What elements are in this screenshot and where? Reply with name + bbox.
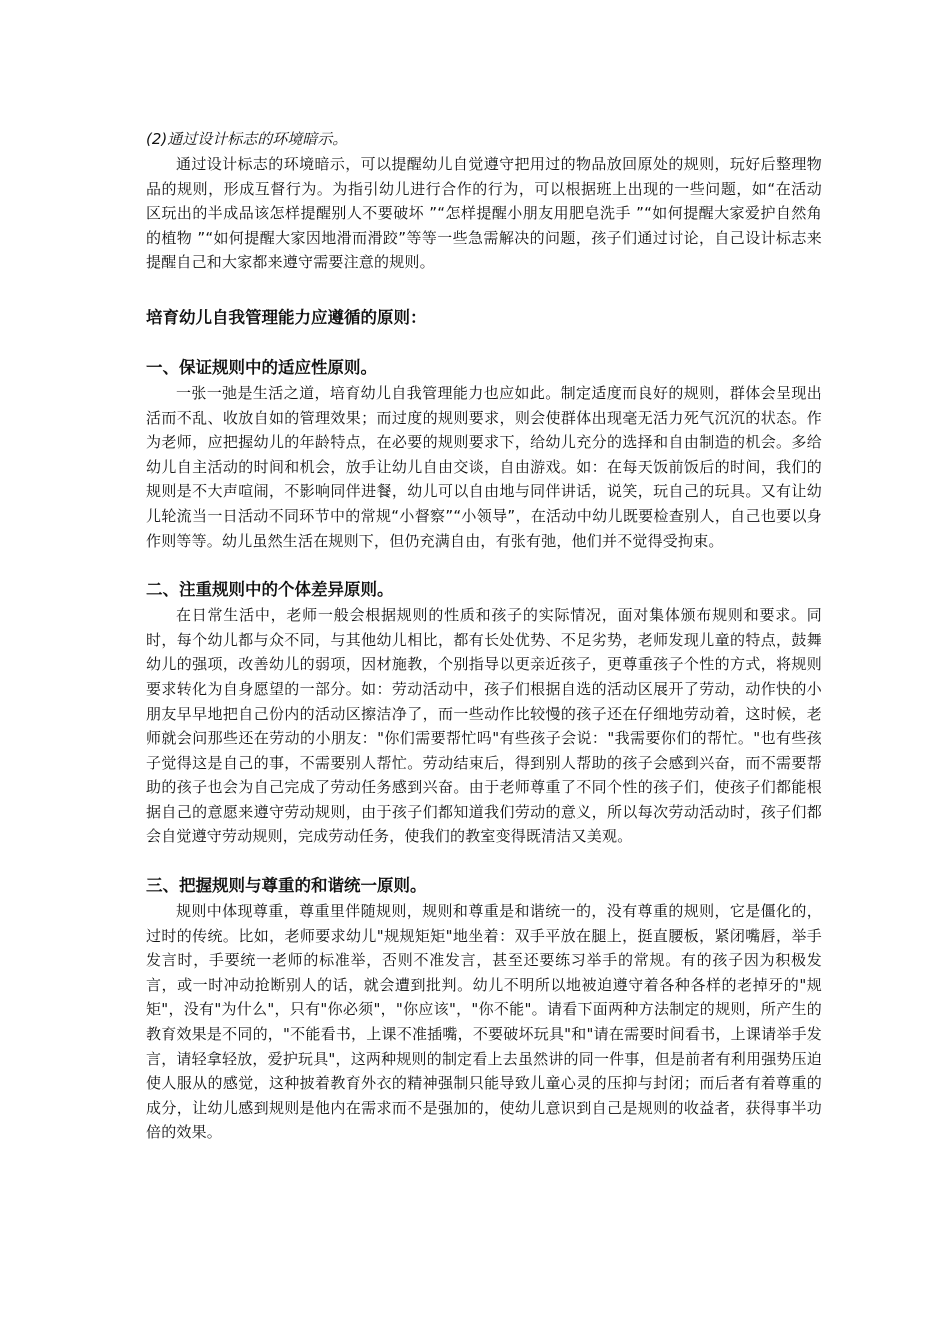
document-page <box>146 120 822 1145</box>
section-title: 二、注重规则中的个体差异原则。 <box>146 580 394 600</box>
section-body: 在日常生活中，老师一般会根据规则的性质和孩子的实际情况，面对集体颁布规则和要求。同时，每个幼儿都与众不同，与其他幼儿相比，都有长处优势、不足劣势，老师发现儿童的特点，鼓舞幼儿的强项，改善幼儿的弱项，因材施教，个别指导以更亲近孩子，更尊重孩子个性的方式，将规则要求转化为自身愿望的一部分。如：劳动活动中，孩子们根据自选的活动区展开了劳动，动作快的小朋友早早地把自己份内的活动区擦洁净了，而一些动作比较慢的孩子还在仔细地劳动着，这时候，老师就会问那些还在劳动的小朋友："你们需要帮忙吗"有些孩子会说："我需要你们的帮忙。"也有些孩子觉得这是自己的事，不需要别人帮忙。劳动结束后，得到别人帮助的孩子会感到兴奋，而不需要帮助的孩子也会为自己完成了劳动任务感到兴奋。由于老师尊重了不同个性的孩子们，使孩子们都能根据自己的意愿来遵守劳动规则，由于孩子们都知道我们劳动的意义，所以每次劳动活动时，孩子们都会自觉遵守劳动规则，完成劳动任务，使我们的教室变得既清洁又美观。 <box>146 606 822 846</box>
section-body: 规则中体现尊重，尊重里伴随规则，规则和尊重是和谐统一的，没有尊重的规则，它是僵化的，过时的传统。比如，老师要求幼儿"规规矩矩"地坐着：双手平放在腿上，挺直腰板，紧闭嘴唇，举手发言时，手要统一老师的标准举，否则不准发言，甚至还要练习举手的常规。有的孩子因为积极发言，或一时冲动抢断别人的话，就会遭到批判。幼儿不明所以地被迫遵守着各种各样的老掉牙的"规矩"，没有"为什么"，只有"你必须"，"你应该"，"你不能"。请看下面两种方法制定的规则，所产生的教育效果是不同的，"不能看书，上课不准插嘴，不要破坏玩具"和"请在需要时间看书，上课请举手发言，请轻拿轻放，爱护玩具"，这两种规则的制定看上去虽然讲的同一件事，但是前者有利用强势压迫使人服从的感觉，这种披着教育外衣的精神强制只能导致儿童心灵的压抑与封闭；而后者有着尊重的成分，让幼儿感到规则是他内在需求而不是强加的，使幼儿意识到自己是规则的收益者，获得事半功倍的效果。 <box>146 902 822 1142</box>
section-body: 一张一弛是生活之道，培育幼儿自我管理能力也应如此。制定适度而良好的规则，群体会呈现出活而不乱、收放自如的管理效果；而过度的规则要求，则会使群体出现毫无活力死气沉沉的状态。作为老师，应把握幼儿的年龄特点，在必要的规则要求下，给幼儿充分的选择和自由制造的机会。多给幼儿自主活动的时间和机会，放手让幼儿自由交谈，自由游戏。如：在每天饭前饭后的时间，我们的规则是不大声喧闹，不影响同伴进餐，幼儿可以自由地与同伴讲话，说笑，玩自己的玩具。又有让幼儿轮流当一日活动不同环节中的常规“小督察”“小领导”，在活动中幼儿既要检查别人，自己也要以身作则等等。幼儿虽然生活在规则下，但仍充满自由，有张有弛，他们并不觉得受拘束。 <box>146 383 822 550</box>
section-adaptability <box>146 355 822 553</box>
section-rules-and-respect <box>146 873 822 1145</box>
sub-heading: (2)通过设计标志的环境暗示。 <box>146 130 348 148</box>
section-title: 一、保证规则中的适应性原则。 <box>146 357 377 377</box>
intro-paragraph: 通过设计标志的环境暗示，可以提醒幼儿自觉遵守把用过的物品放回原处的规则，玩好后整理物品的规则，形成互督行为。为指引幼儿进行合作的行为，可以根据班上出现的一些问题，如“在活动区玩出的半成品该怎样提醒别人不要破坏 ”“怎样提醒小朋友用肥皂洗手 ”“如何提醒大家爱护自然角的植物 ”“如何提醒大家因地滑而滑跤”等等一些急需解决的问题，孩子们通过讨论，自己设计标志来提醒自己和大家都来遵守需要注意的规则。 <box>146 155 822 272</box>
main-title: 培育幼儿自我管理能力应遵循的原则： <box>146 307 427 327</box>
section-title: 三、把握规则与尊重的和谐统一原则。 <box>146 876 427 896</box>
section-individual-difference <box>146 577 822 849</box>
